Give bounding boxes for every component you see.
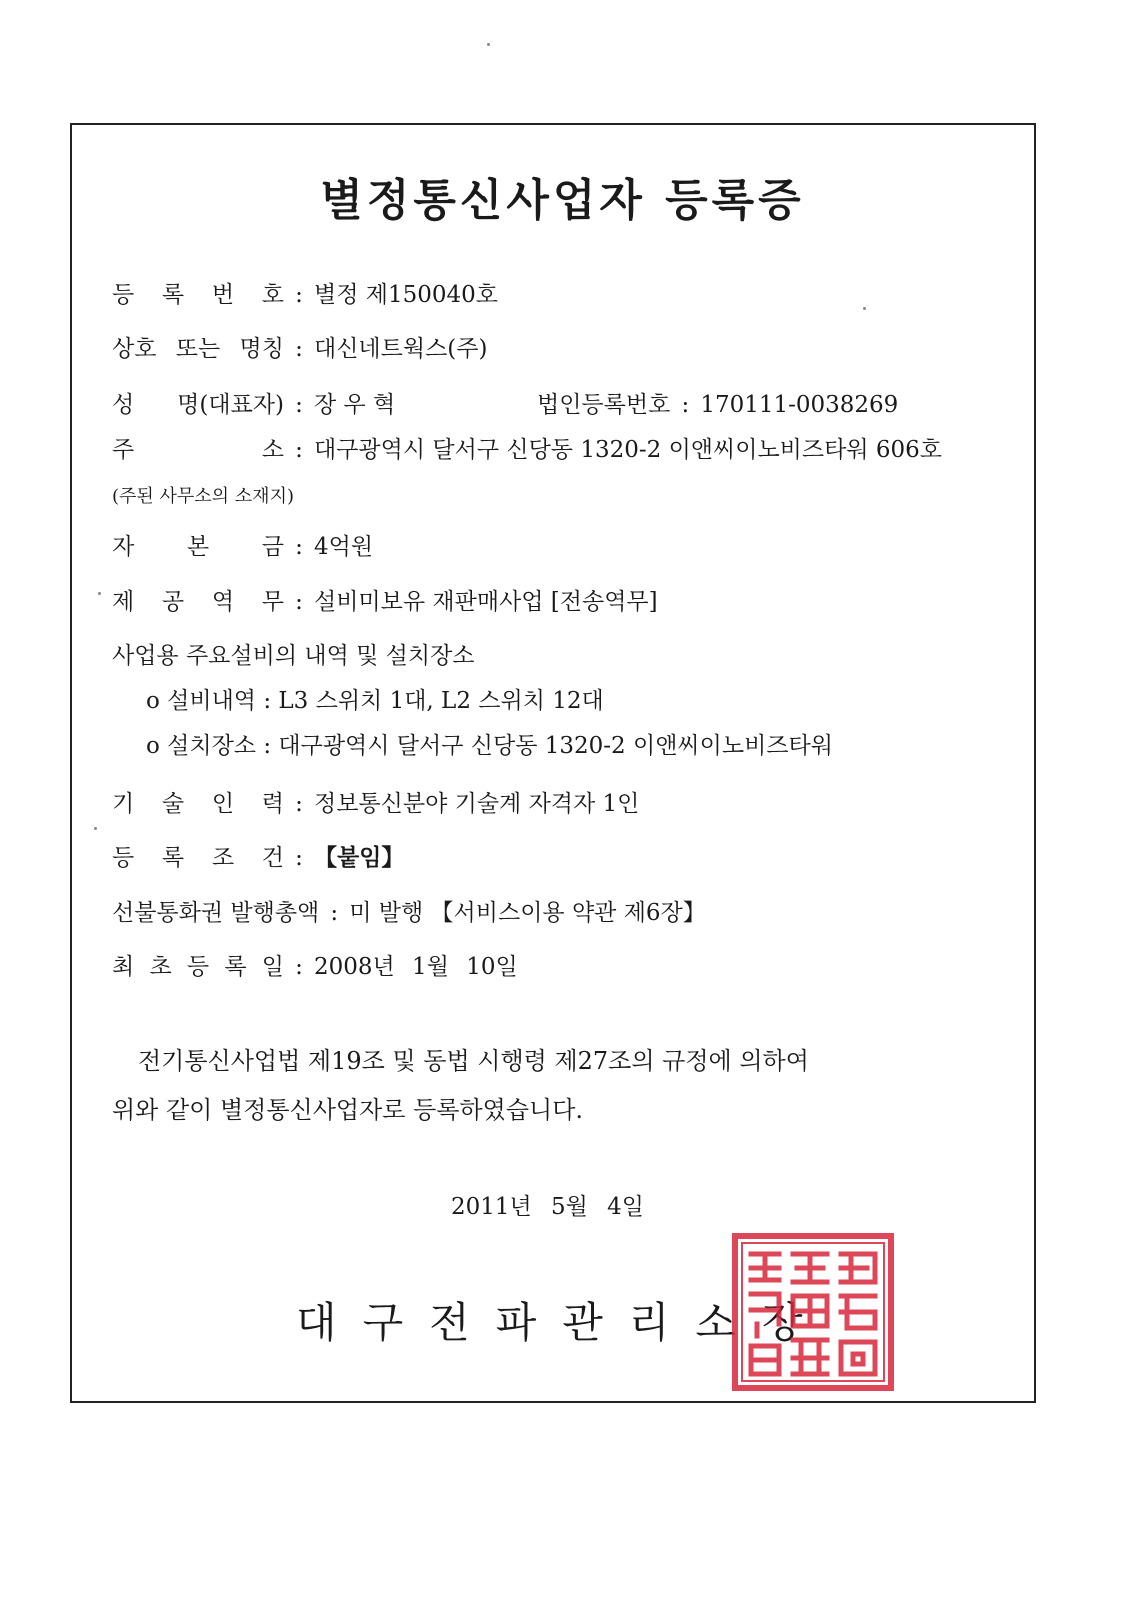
- field-value: 별정 제150040호: [314, 282, 498, 308]
- field-prepaid-cards: 선불통화권 발행총액 : 미 발행 【서비스이용 약관 제6장】: [112, 900, 706, 926]
- field-label: 기 술 인 력: [112, 791, 284, 817]
- field-value: 정보통신분야 기술계 자격자 1인: [314, 791, 640, 817]
- field-label: 상호 또는 명칭: [112, 336, 284, 362]
- field-company-name: 상호 또는 명칭 : 대신네트웍스(주): [112, 336, 488, 362]
- field-corporate-registration-number: 법인등록번호 : 170111-0038269: [537, 392, 899, 418]
- field-capital: 자 본 금 : 4억원: [112, 534, 374, 560]
- field-label: 등 록 번 호: [112, 282, 284, 308]
- field-label: 법인등록번호: [537, 392, 671, 418]
- field-value: 2008년 1월 10일: [314, 954, 518, 980]
- statement-line-1: 전기통신사업법 제19조 및 동법 시행령 제27조의 규정에 의하여: [138, 1047, 809, 1075]
- field-value: 【붙임】: [314, 844, 405, 871]
- field-value: 장 우 혁: [314, 392, 396, 418]
- field-label: 등 록 조 건: [112, 845, 284, 871]
- official-seal: [731, 1232, 895, 1392]
- field-value: 4억원: [314, 534, 374, 560]
- field-first-registration-date: 최 초 등 록 일 : 2008년 1월 10일: [112, 954, 518, 980]
- equipment-detail: o 설비내역 : L3 스위치 1대, L2 스위치 12대: [146, 688, 604, 714]
- issuer-name: 대구전파관리소장: [296, 1298, 829, 1347]
- field-label: 최 초 등 록 일: [112, 954, 284, 980]
- field-technical-staff: 기 술 인 력 : 정보통신분야 기술계 자격자 1인: [112, 791, 640, 817]
- field-service: 제 공 역 무 : 설비미보유 재판매사업 [전송역무]: [112, 589, 658, 615]
- equipment-heading: 사업용 주요설비의 내역 및 설치장소: [112, 643, 475, 669]
- field-label: 주 소: [112, 437, 284, 463]
- field-label: 성 명(대표자): [112, 392, 284, 418]
- field-value: 대구광역시 달서구 신당동 1320-2 이앤씨이노비즈타워 606호: [314, 437, 942, 463]
- certificate-title: 별정통신사업자 등록증: [320, 175, 805, 226]
- equipment-location: o 설치장소 : 대구광역시 달서구 신당동 1320-2 이앤씨이노비즈타워: [146, 733, 833, 759]
- field-value: 대신네트웍스(주): [314, 336, 488, 362]
- field-address: 주 소 : 대구광역시 달서구 신당동 1320-2 이앤씨이노비즈타워 606호: [112, 437, 942, 463]
- field-value: 미 발행 【서비스이용 약관 제6장】: [349, 900, 706, 926]
- statement-line-2: 위와 같이 별정통신사업자로 등록하였습니다.: [112, 1096, 584, 1124]
- field-label: 자 본 금: [112, 534, 284, 560]
- field-label: 선불통화권 발행총액: [112, 900, 320, 926]
- field-registration-condition: 등 록 조 건 : 【붙임】: [112, 844, 405, 871]
- issue-date: 2011년 5월 4일: [450, 1194, 645, 1220]
- address-note: (주된 사무소의 소재지): [112, 486, 294, 507]
- field-value: 설비미보유 재판매사업 [전송역무]: [314, 589, 658, 615]
- field-value: 170111-0038269: [700, 392, 899, 418]
- field-label: 제 공 역 무: [112, 589, 284, 615]
- field-representative: 성 명(대표자) : 장 우 혁: [112, 392, 396, 418]
- field-registration-number: 등 록 번 호 : 별정 제150040호: [112, 282, 498, 308]
